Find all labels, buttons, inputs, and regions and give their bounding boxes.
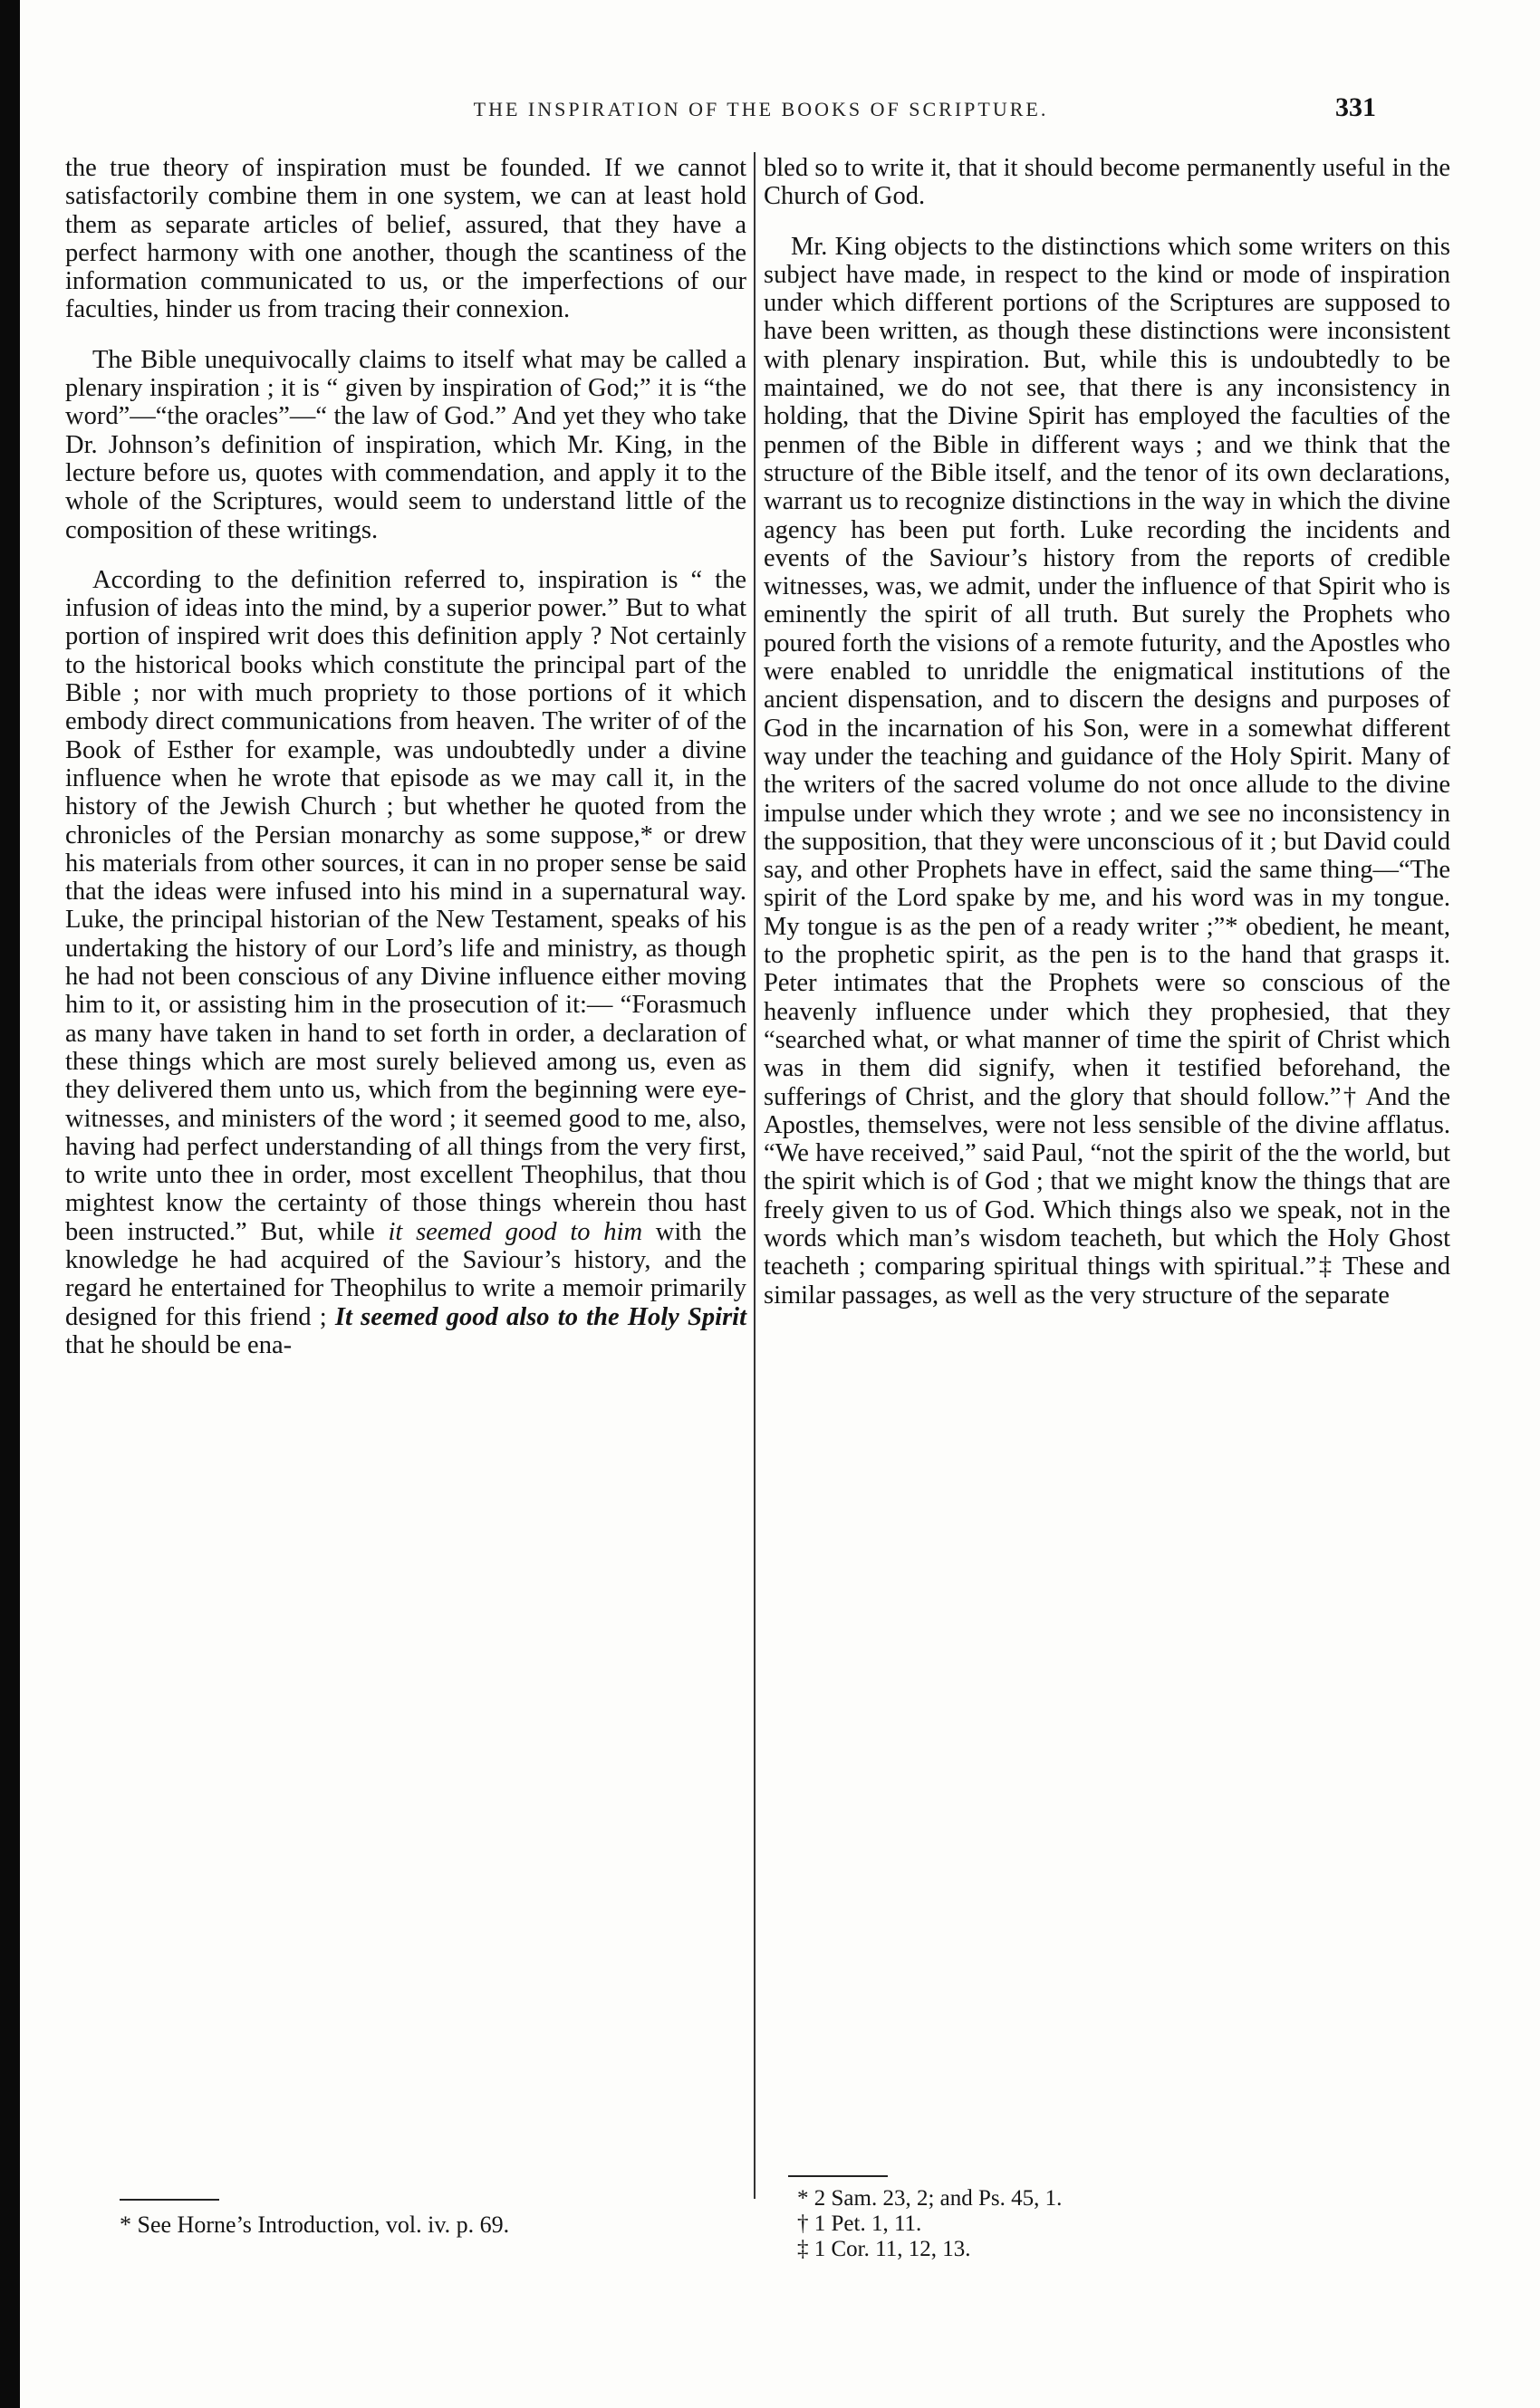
column-divider	[754, 152, 756, 2199]
footnote-right-3: ‡ 1 Cor. 11, 12, 13.	[797, 2237, 971, 2261]
left-paragraph-3-text: According to the definition referred to, inspiration is “ the infusion of ideas into the mind, by a superior power.” But to what portion of inspired writ does this definition apply ? Not certainly to the historical books which constitute the principal part of the Bible ; nor with much propriety to those portions of it which embody direct communications from heaven. The writer of of the Book of Esther for example, was undoubtedly under a divine influence when he wrote that episode as we may call it, in the history of the Jewish Church ; but whether he quoted from the chronicles of the Persian monarchy as some suppose,* or drew his materials from other sources, it can in no proper sense be said that the ideas were infused into his mind in a supernatural way. Luke, the principal historian of the New Testament, speaks of his undertaking the history of our Lord’s life and ministry, as though he had not been conscious of any Divine influence either moving him to it, or assisting him in the prosecution of it:— “Forasmuch as many have taken in hand to set forth in order, a declaration of these things which are most surely believed among us, even as they delivered them unto us, which from the beginning were eye-witnesses, and ministers of the word ; it seemed good to me, also, having had perfect understanding of all things from the very first, to write unto thee in order, most excellent Theophilus, that thou mightest know the certainty of those things wherein thou hast been instructed.” But, while	[65, 565, 746, 1246]
right-column	[764, 154, 1450, 1331]
left-paragraph-3-italic-2: It seemed good also to the Holy Spirit	[334, 1302, 746, 1331]
right-footnotes	[797, 2186, 1431, 2262]
left-footnote-rule	[120, 2199, 219, 2201]
running-title: THE INSPIRATION OF THE BOOKS OF SCRIPTURE.	[473, 98, 1049, 120]
footnote-right-1: * 2 Sam. 23, 2; and Ps. 45, 1.	[797, 2186, 1063, 2211]
page-spine-edge	[0, 0, 20, 2408]
footnote-right-2: † 1 Pet. 1, 11.	[797, 2211, 922, 2236]
footnote-left-1: * See Horne’s Introduction, vol. iv. p. 69.	[120, 2211, 510, 2238]
page-number: 331	[1335, 92, 1376, 122]
left-footnotes	[120, 2211, 663, 2239]
left-paragraph-3-italic-1: it seemed good to him	[388, 1217, 643, 1246]
right-paragraph-1: bled so to write it, that it should become permanently useful in the Church of God.	[764, 154, 1450, 211]
left-paragraph-3	[65, 566, 746, 1359]
left-column	[65, 154, 746, 1381]
left-paragraph-3-middle: with the knowledge he had acquired of the Saviour’s history, and the regard he entertained for Theophilus to write a memoir primarily designed for this friend ;	[65, 1217, 746, 1331]
left-paragraph-3-end: that he should be ena-	[65, 1330, 293, 1359]
left-paragraph-1: the true theory of inspiration must be founded. If we cannot satisfactorily combine them in one system, we can at least hold them as separate articles of belief, assured, that they have a perfect harmony with one another, though the scantiness of the information communicated to us, or the imperfections of our faculties, hinder us from tracing their connexion.	[65, 154, 746, 324]
left-paragraph-2: The Bible unequivocally claims to itself what may be called a plenary inspiration ; it is “ given by inspiration of God;” it is “the word”—“the oracles”—“ the law of God.” And yet they who take Dr. Johnson’s definition of inspiration, which Mr. King, in the lecture before us, quotes with commendation, and apply it to the whole of the Scriptures, would seem to understand little of the composition of these writings.	[65, 345, 746, 544]
right-footnote-rule	[788, 2175, 888, 2177]
right-paragraph-2: Mr. King objects to the distinctions which some writers on this subject have made, in respect to the kind or mode of inspiration under which different portions of the Scriptures are supposed to have been written, as though these distinctions were inconsistent with plenary inspiration. But, while this is undoubtedly to be maintained, we do not see, that there is any inconsistency in holding, that the Divine Spirit has employed the faculties of the penmen of the Bible in different ways ; and we think that the structure of the Bible itself, and the tenor of its own declarations, warrant us to recognize distinctions in the way in which the divine agency has been put forth. Luke recording the incidents and events of the Saviour’s history from the reports of credible witnesses, was, we admit, under the influence of that Spirit who is eminently the spirit of all truth. But surely the Prophets who poured forth the visions of a remote futurity, and the Apostles who were enabled to unriddle the enigmatical institutions of the ancient dispensation, and to discern the designs and purposes of God in the incarnation of his Son, were in a somewhat different way under the teaching and guidance of the Holy Spirit. Many of the writers of the sacred volume do not once allude to the divine impulse under which they wrote ; and we see no inconsistency in the supposition, that they were unconscious of it ; but David could say, and other Prophets have in effect, said the same thing—“The spirit of the Lord spake by me, and his word was in my tongue. My tongue is as the pen of a ready writer ;”* obedient, he meant, to the prophetic spirit, as the pen is to the hand that grasps it. Peter intimates that the Prophets were so conscious of the heavenly influence under which they prophesied, that they “searched what, or what manner of time the spirit of Christ which was in them did signify, when it testified beforehand, the sufferings of Christ, and the glory that should follow.”† And the Apostles, themselves, were not less sensible of the divine afflatus. “We have received,” said Paul, “not the spirit of the the world, but the spirit which is of God ; that we might know the things that are freely given to us of God. Which things also we speak, not in the words which man’s wisdom teacheth, but which the Holy Ghost teacheth ; comparing spiritual things with spiritual.”‡ These and similar passages, as well as the very structure of the separate	[764, 232, 1451, 1310]
